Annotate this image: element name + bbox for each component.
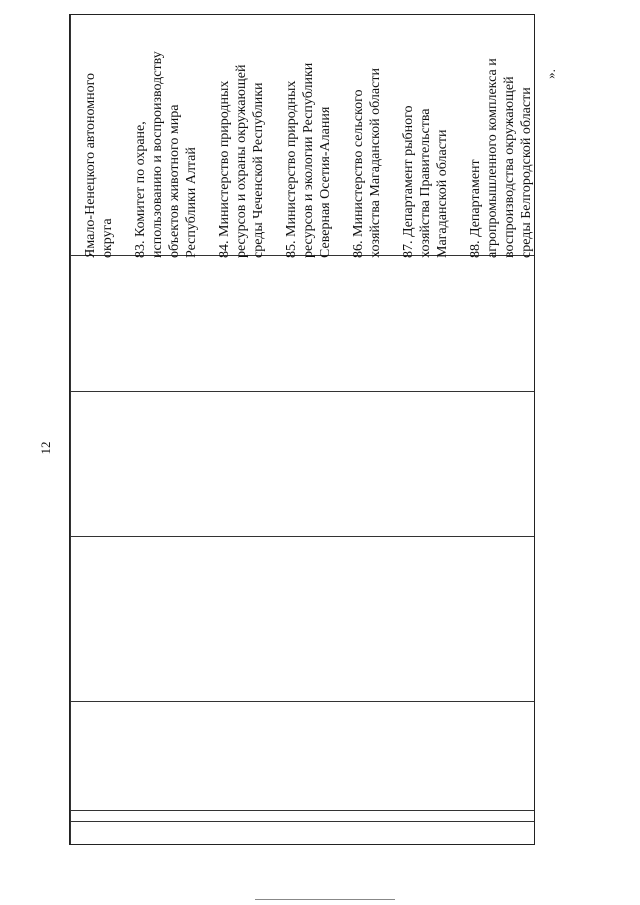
table-column-divider xyxy=(70,701,534,702)
closing-quote-mark: ». xyxy=(543,69,558,79)
table-border-left xyxy=(70,15,71,844)
list-item: Ямало-Ненецкого автономного округа xyxy=(83,73,115,258)
list-item: 85. Министерство природных ресурсов и экологии Республики Северная Осетия-Алания xyxy=(284,62,333,258)
table-column-divider xyxy=(70,391,534,392)
table-column-divider xyxy=(70,821,534,822)
list-item: 87. Департамент рыбного хозяйства Правительства Магаданской области xyxy=(401,105,450,258)
scan-edge-line xyxy=(255,899,395,900)
list-item: 86. Министерство сельского хозяйства Магаданской области xyxy=(351,68,383,258)
table-column-divider xyxy=(70,810,534,811)
table-cell-organizations xyxy=(82,15,534,258)
list-item: 88. Департамент агропромышленного комплекса и воспроизводства окружающей среды Белгородской области xyxy=(468,58,534,258)
list-item: 84. Министерство природных ресурсов и охраны окружающей среды Чеченской Республики xyxy=(217,64,266,258)
table-column-divider xyxy=(70,536,534,537)
list-item: 83. Комитет по охране, использованию и воспроизводству объектов животного мира Республики Алтай xyxy=(133,51,199,258)
page-number: 12 xyxy=(38,441,53,455)
